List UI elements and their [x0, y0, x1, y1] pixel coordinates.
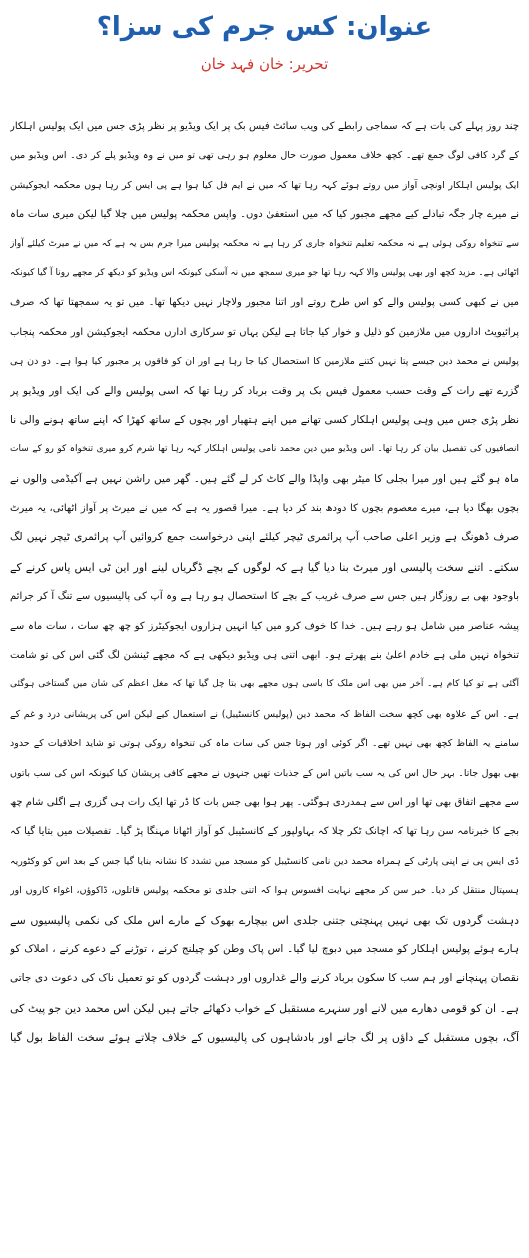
article-line: چند روز پہلے کی بات ہے کہ سماجی رابطے کی ویب سائٹ فیس بک پر ایک ویڈیو پر نظر پڑی جس میں ایک پولیس اہلکار: [10, 121, 519, 132]
article-line: ہے۔ ان کو قومی دھارے میں لانے اور سنہرے مستقبل کے خواب دکھائے جاتے ہیں لیکن اس محمد دین جو پیٹ کی: [10, 1001, 519, 1015]
article-line: سکتے۔ اتنے سخت پالیسی اور میرٹ بنا دیا گیا ہے کہ لوگوں کے بچے ڈگریاں لینے اور این ٹی ایس پاس کرنے کے: [10, 560, 519, 574]
article-line: انصافیوں کی تفصیل بیان کر رہا تھا۔ اس ویڈیو میں دین محمد نامی پولیس اہلکار کہہ رہا تھا شرم کرو میری تنخواہ کو رو کے سات: [10, 444, 519, 455]
article-byline: تحریر: خان فہد خان: [200, 55, 329, 73]
article-line: نے میرے چار جگہ تبادلے کیے مجھے مجبور کیا کہ میں استعفیٰ دوں۔ واپس محکمہ پولیس میں چلا گیا لیکن میری سات ماہ: [10, 209, 519, 221]
article-line: تنخواہ نہیں ملی ہے خادم اعلیٰ بنے پھرتے ہو۔ ابھی اتنی ہی ویڈیو دیکھی ہے کہ مجھے ٹینشن لگ گئی اس کی تو شامت: [10, 650, 519, 662]
article-line: بجے کا خبرنامہ سن رہا تھا کہ اچانک ٹکر چلا کہ بہاولپور کے کانسٹیبل کو آواز اٹھانا مہنگا پڑ گیا۔ تفصیلات میں بتایا گیا کہ: [10, 826, 519, 838]
article-line: ہارے ہوئے پولیس اہلکار کو مسجد میں دبوچ لیا گیا۔ اس پاک وطن کو چیلنج کرنے ، توڑنے کے دعوے کرنے ، املاک کو: [10, 942, 519, 955]
article-line: صرف ڈھونگ ہے وزیر اعلی صاحب آپ پرائمری ٹیچر کیلئے اپنی درخواست جمع کروائیں آپ پرائمری ٹیچر نہیں لگ: [10, 531, 519, 544]
article-line: گزرے تھے رات کے وقت حسب معمول فیس بک پر وقت برباد کر رہا تھا کہ اسی پولیس والے کی ایک اور ویڈیو پر: [10, 384, 519, 397]
article-line: آگئی ہے تو کیا کام ہے۔ آخر میں بھی اس ملک کا باسی ہوں مجھے بھی بتا چل گیا تھا کہ مغل اعظم کی شان میں گستاخی ہوگئی: [10, 679, 519, 690]
article-title: عنوان: کس جرم کی سزا؟: [96, 12, 433, 42]
article-body: [10, 112, 519, 1053]
article-line: ایک پولیس اہلکار اونچی آواز میں روتے ہوئے کہہ رہا تھا کہ میں نے ایم فل کیا ہوا ہے پی ایس کر رہا ہوں محکمہ ایجوکیشن: [10, 179, 519, 191]
article-line: کے گرد کافی لوگ جمع تھے۔ کچھ خلاف معمول صورت حال معلوم ہو رہی تھی تو میں نے وہ ویڈیو پلے کر دی۔ اس ویڈیو میں: [10, 150, 519, 162]
article-line: بھی بھول جاتا۔ بہر حال اس کی یہ سب باتیں اس کے جذبات تھیں جنہوں نے مجھے کافی پریشان کیا کیونکہ اس کی سب باتوں: [10, 767, 519, 779]
article-line: اٹھائی ہے۔ مزید کچھ اور بھی پولیس والا کہہ رہا تھا جو میری سمجھ میں نہ آسکی کیونکہ اس ویڈیو کو دیکھ کر مجھے رونا آ گیا کیونکہ: [10, 267, 519, 278]
article-line: ماہ ہو گئے ہیں اور میرا بجلی کا میٹر بھی واپڈا والے کاٹ کر لے گئے ہیں۔ گھر میں راشن نہیں ہے آکیڈمی والوں نے: [10, 472, 519, 485]
article-line: پرائیویٹ اداروں میں ملازمین کو ذلیل و خوار کیا جاتا ہے لیکن یہاں تو سرکاری ادارں محکمہ ایجوکیشن اور محکمہ پنجاب: [10, 326, 519, 338]
article-line: دہشت گردوں تک بھی نہیں پہنچتی جتنی جلدی اس بیچارے بھوک کے مارے اس ملک کی نکمی پالیسیوں سے: [10, 913, 519, 927]
article-line: پیشہ عناصر میں شامل ہو رہے ہیں۔ خدا کا خوف کرو میں کیا انہیں ہزاروں ایجوکیٹرز کو چھ چھ سات ، سات ماہ سے: [10, 620, 519, 632]
article-line: سامنے یہ الفاظ کچھ بھی نہیں تھے۔ اگر کوئی اور ہوتا جس کی سات ماہ کی تنخواہ روکی ہوتی تو شاید اخلاقیات کے حدود: [10, 738, 519, 750]
article-line: بچوں بھگا دیا ہے، میرے معصوم بچوں کا دودھ بند کر دیا ہے۔ میرا قصور یہ ہے کہ میں نے میرٹ پر آواز اٹھائی، یہ میرٹ: [10, 503, 519, 515]
article-line: میں نے کبھی کسی پولیس والے کو اس طرح روتے اور اتنا مجبور ولاچار نہیں دیکھا تھا۔ میں تو یہ سمجھتا تھا کہ صرف: [10, 297, 519, 309]
article-line: باوجود بھی بے روزگار ہیں جس سے صرف غریب کے بچے کا استحصال ہو رہا ہے وہ آپ کی پالیسیوں سے تنگ آ کر جرائم: [10, 591, 519, 603]
article-line: ڈی ایس پی نے اپنی پارٹی کے ہمراہ محمد دین نامی کانسٹیبل کو مسجد میں تشدد کا نشانہ بنایا گیا جس کے بعد اس کو وکٹوریہ: [10, 855, 519, 867]
article-line: ہسپتال منتقل کر دیا۔ خبر سن کر مجھے نہایت افسوس ہوا کہ اتنی جلدی تو محکمہ پولیس قاتلوں، ڈاکوؤں، اغواء کاروں اور: [10, 885, 519, 897]
article-line: آگ، بچوں مستقبل کے داؤں پر لگ جانے اور بادشاہوں کی پالیسیوں کے خلاف چلاتے ہوئے سخت الفاظ بول گیا: [10, 1031, 519, 1045]
article-line: ہے۔ اس کے علاوہ بھی کچھ سخت الفاظ کہ محمد دین (پولیس کانسٹیبل) نے استعمال کیے لیکن اس کی پریشانی درد و غم کے: [10, 708, 519, 720]
article-line: پولیس نے محمد دین جیسے پتا نہیں کتنے ملازمین کا استحصال کیا جا رہا ہے اور ان کو فاقوں پر مجبور کیا ہوا ہے۔ دو دن ہی: [10, 356, 519, 368]
article-line: نقصان پہنچانے اور ہم سب کا سکون برباد کرنے والے غداروں اور دہشت گردوں کو تو تعمیل ناک کی دعوت دی جاتی: [10, 972, 519, 985]
article-line: سے تنخواہ روکی ہوئی ہے نہ محکمہ تعلیم تنخواہ جاری کر رہا ہے نہ محکمہ پولیس میرا جرم بس یہ ہے کہ میں نے میرٹ کیلئے آواز: [10, 238, 519, 249]
article-line: نظر پڑی جس میں وہی پولیس اہلکار کسی تھانے میں اپنے ہتھیار اور بچوں کے ساتھ کھڑا کہ اپنے ساتھ ہونے والی نا: [10, 413, 519, 426]
article-line: سے مجھے اتفاق بھی تھا اور اس سے ہمدردی ہوگئی۔ پھر ہوا بھی جس بات کا ڈر تھا ایک رات ہی گزری ہے اگلی شام چھ: [10, 796, 519, 808]
